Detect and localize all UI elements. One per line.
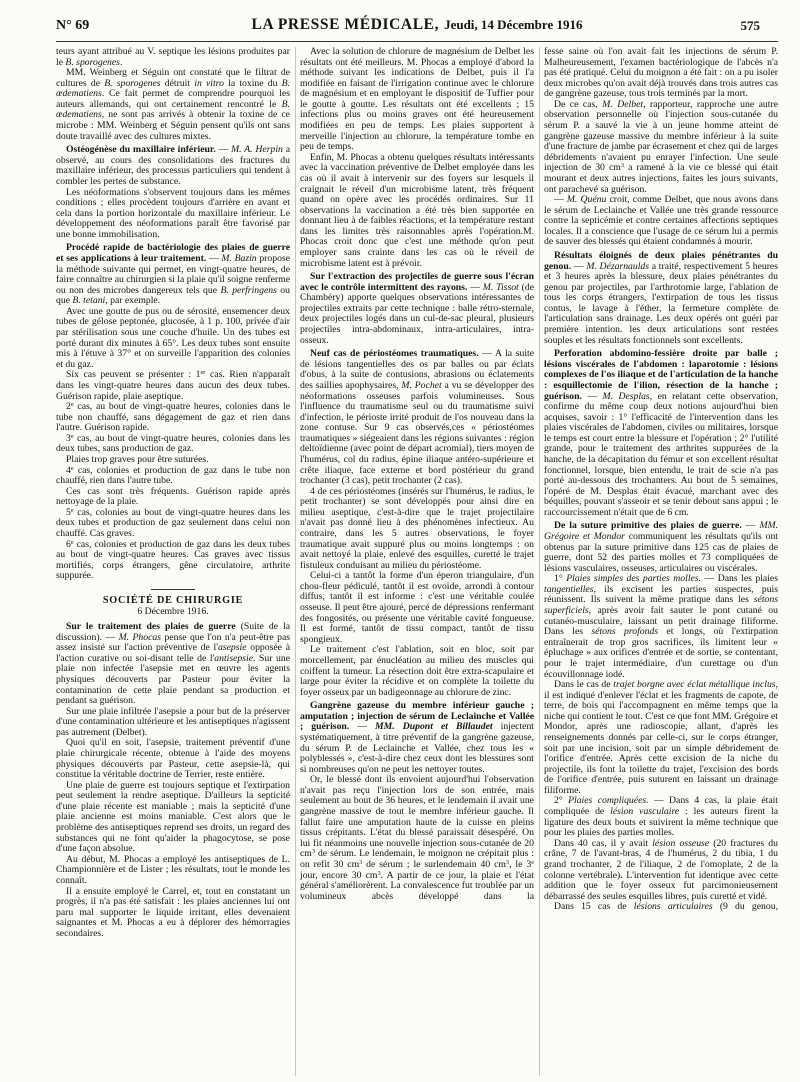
- emphasis-text: Plaies compliquées.: [568, 795, 649, 807]
- emphasis-text: tangentielles: [544, 583, 594, 595]
- article-heading: Ostéogénèse du maxillaire inférieur.: [66, 144, 216, 156]
- emphasis-text: B. œdematiens: [56, 98, 290, 121]
- text-run: 6: [66, 538, 71, 550]
- paragraph: [56, 402, 290, 434]
- superscript: 3: [377, 869, 381, 877]
- text-run: —: [554, 194, 567, 206]
- text-run: détruit: [160, 77, 195, 89]
- text-run: . Sur une plaie non infectée l'asepsie met en œuvre les agents physiques découverts par Pasteur pour éviter la contamination de cette plaie pendant sa production et pendant sa guérison.: [56, 652, 290, 707]
- paragraph: [56, 508, 290, 540]
- section-date: 6 Décembre 1916.: [137, 606, 209, 618]
- text-run: Avec une goutte de pus ou de sérosité, ensemencer deux tubes de gélose peptonée, glucosée, à 1 p. 100, privée d'air par stérilisation sous une couche d'huile. Un des tubes est porté durant dix minutes à 65°. Les deux tubes sont ensuite mis à l'étuve à 37° et on surveille l'apparition des colonies et du gaz.: [56, 305, 290, 370]
- article-paragraph: [544, 521, 778, 574]
- superscript: 3: [359, 859, 363, 867]
- paragraph: [544, 100, 778, 195]
- text-run: pense que l'on n'a peut-être pas assez insisté sur l'action préventive de l': [56, 631, 290, 654]
- text-run: communiquent les résultats qu'ils ont obtenus par la suture primitive dans 125 cas de plaies de guerre, dont 52 des parties molles et 73 compliquées de lésions vasculaires, osseuses, articulaires ou viscérales.: [544, 531, 778, 574]
- paragraph: [544, 195, 778, 248]
- emphasis-text: M. Dézarnaulds: [586, 260, 650, 272]
- text-run: Dans 15 cas de: [554, 901, 634, 913]
- text-run: , rapporteur, rapproche une autre observation personnelle où l'injection sous-cutanée du sérum P. a sauvé la vie à un jeune homme atteint de gangrène gazeuse massive du membre inférieur à la suite d'une fracture de jambe par écrasement et chez qui de larges débridements n'avaient pu enrayer l'infection. Une seule injection de 30 cm: [544, 98, 778, 174]
- emphasis-text: M. Tissot: [482, 281, 519, 293]
- paragraph: [56, 47, 290, 68]
- emphasis-text: asepsie: [217, 642, 247, 654]
- section-rule: [151, 589, 195, 590]
- text-run: , il est indiqué d'enlever l'éclat et les fragments de capote, de terre, de bois qui l'accompagnent en même temps que la niche qui contient le tout. C'est ce que font MM. Grégoire et Mondor, après une radioscopie, allant, d'après les renseignements donnés par celle-ci, sur le corps étranger, soit par une incision, soit par un simple débridement de l'orifice d'entrée. Après cette excision de la niche du projectile, ils font la toilette du trajet, l'excision des bords de l'orifice d'entrée, puis suturent en laissant un drainage filiforme.: [544, 679, 778, 796]
- emphasis-text: in vitro: [194, 77, 224, 89]
- column-divider: [295, 47, 296, 1076]
- paragraph: [544, 902, 778, 913]
- superscript: e: [70, 401, 74, 409]
- text-run: Plaies trop graves pour être suturées.: [66, 453, 209, 465]
- text-run: Six cas peuvent se présenter : 1: [66, 369, 201, 381]
- emphasis-text: M. Bazin: [221, 252, 257, 264]
- text-run: injectent systématiquement, à titre préventif de la gangrène gazeuse, du sérum P. de Leclainche et Vallée, chez tous les « polyblessés », c'est-à-dire chez ceux dont les blessures sont si nombreuses qu'on ne peut les nettoyer toutes.: [300, 721, 534, 775]
- text-run: 3: [66, 432, 71, 444]
- text-run: Une plaie de guerre est toujours septique et l'extirpation peut seulement la rendre aseptique. D'ailleurs la septicité d'une plaie récente est maniable ; mais la septicité d'une plaie ancienne est moins maniable. C'est alors que le problème des antiseptiques reprend ses droits, un regard des substances qui ne font qu'aider la phagocytose, se pose d'une façon absolue.: [56, 779, 290, 855]
- text-run: — A la suite de lésions tangentielles des os par balles ou par éclats d'obus, à la suite de contusions, abrasions ou éclatements des saillies apophysaires,: [300, 348, 534, 391]
- text-run: a traité, respectivement 5 heures et 3 heures après la blessure, deux plaies pénétrantes du genou par projectiles, par l'arthrotomie large, l'ablation de tous les corps étrangers, l'extirpation de tous les tissus contus, le lavage à l'éther, la fermeture complète de l'articulation sans drainage. Les deux opérés ont guéri par première intention. les deux articulations sont restées souples et les résultats fonctionnels sont excellents.: [544, 260, 778, 346]
- issue-date: Jeudi, 14 Décembre 1916: [444, 17, 583, 32]
- paragraph: [56, 855, 290, 887]
- paragraph: [544, 574, 778, 680]
- text-run: — Dans 4 cas, la plaie était compliquée de: [544, 795, 778, 818]
- paragraph: [56, 68, 290, 142]
- emphasis-text: sétons superficiels: [544, 594, 778, 617]
- paragraph: [56, 188, 290, 241]
- text-run: Celui-ci a tantôt la forme d'un éperon triangulaire, d'un chou-fleur pédiculé, tantôt il est ovoïde, arrondi à contour diffus, tantôt il est informe : c'est une véritable coulée osseuse. Il peut être ajouré, percé de dépressions renfermant des fongosités, ou présente une véritable cavité fongueuse. Il est formé, tantôt de tissu compact, tantôt de tissu spongieux.: [300, 570, 534, 645]
- superscript: er: [200, 369, 206, 377]
- column-left: [56, 47, 290, 1076]
- journal-title: LA PRESSE MÉDICALE,: [251, 16, 440, 33]
- text-run: la toxine du: [223, 77, 282, 89]
- superscript: 3: [620, 162, 624, 170]
- emphasis-text: lésion osseuse: [652, 837, 710, 849]
- text-run: —: [467, 281, 483, 293]
- text-run: , après avoir fait sauter le pont cutané ou cutanéo-musculaire, laissant un petit drainage filiforme. Dans les: [544, 605, 778, 638]
- text-run: , ne sont pas arrivés à obtenir la toxine de ce microbe : MM. Weinberg et Séguin pensent qu'ils ont sans doute travaillé avec des cultures mixtes.: [56, 109, 290, 142]
- text-run: De ce cas,: [554, 98, 603, 110]
- emphasis-text: B. tetani: [72, 295, 106, 307]
- text-run: . A partir de ce jour, la plaie et l'état général s'améliorèrent. La convalescence fut troublée par un volumineux abcès développé dans la: [300, 869, 534, 902]
- masthead: [116, 16, 718, 34]
- text-run: Dans le cas de: [554, 679, 614, 691]
- paragraph: [56, 370, 290, 402]
- author-names: MM. Dupont et Billaudet: [375, 721, 493, 733]
- article-heading: Neuf cas de périostéomes traumatiques.: [310, 348, 479, 360]
- article-heading: Procédé rapide de bactériologie des plaies de guerre et ses applications à leur traitement.: [56, 242, 290, 264]
- emphasis-text: antisepsie: [214, 652, 254, 664]
- emphasis-text: B. sporogenes: [104, 77, 161, 89]
- text-run: (9 du genou,: [712, 901, 778, 913]
- text-run: cas, colonies au bout de vingt-quatre heures dans les deux tubes et production de gaz seulement dans celui non chauffé. Cas graves.: [56, 506, 290, 540]
- text-run: —: [571, 260, 587, 272]
- text-run: 2: [66, 401, 71, 413]
- text-run: cas, au bout de vingt-quatre heures, colonies dans les deux tubes, sans production de gaz.: [56, 432, 290, 455]
- text-run: , ils excisent les parties suspectes, puis réunissent. Ils suivent la même pratique dans les: [544, 583, 778, 606]
- paragraph: [56, 781, 290, 855]
- text-run: Enfin, M. Phocas a obtenu quelques résultats intéressants avec la vaccination préventive de Delbet employée dans les cas où il avait à intervenir sur des foyers sur lesquels il craignait le réveil d'un microbisme latent, très fréquent quand on opère avec les procédés ordinaires. Sur 11 observations la vaccination a été très bien supportée en donnant lieu à de faibles réactions, et la température restant dans les limites très raisonnables après l'opération.M. Phocas croit donc que c'est une méthode qu'on peut employer sans crainte dans les cas où le réveil de microbisme latent est à prévoir.: [300, 151, 534, 269]
- paragraph: [300, 153, 534, 269]
- text-run: et longs, où l'extirpation entraînerait de trop gros sacrifices, ils limitent leur « épluchage » aux orifices d'entrée et de sortie, se contentant, pour le trajet intermédiaire, d'un curettage ou d'un écouvillonnage iodé.: [544, 626, 778, 680]
- text-run: —: [206, 252, 222, 264]
- page-header: [56, 14, 778, 38]
- superscript: e: [70, 538, 74, 546]
- header-rule: [56, 41, 778, 42]
- text-run: , en relatant cette observation, confirme du même coup deux notions aujourd'hui bien acquises, savoir : 1° l'efficacité de l'intervention dans les plaies viscérales de l'abdomen, civiles ou militaires, lorsque le temps est court entre la blessure et l'opération ; 2° l'utilité grande, pour le traitement des arthrites suppurées de la hanche, de la décapitation du fémur et son excellent résultat fonctionnel, lorsque, bien entendu, le trait de scie n'a pas porté au-dessous des trochanters. Au bout de 5 semaines, l'opéré de M. Desplas était évacué, marchant avec des béquilles, pouvant s'asseoir et se tenir debout sans appui ; le raccourcissement n'était que de 6 cm.: [544, 390, 778, 518]
- article-paragraph: [300, 701, 534, 775]
- text-run: cas, colonies et production de gaz dans le tube non chauffé, rien dans l'autre tube.: [56, 464, 290, 487]
- article-heading: De la suture primitive des plaies de guerre.: [554, 520, 742, 532]
- paragraph: [300, 775, 534, 902]
- emphasis-text: M. Desplas: [602, 390, 650, 402]
- emphasis-text: lésions articulaires: [633, 901, 713, 913]
- paragraph: [300, 571, 534, 645]
- paragraph: [300, 47, 534, 153]
- text-run: opposée à l'action curative ou soi-disant telle de l': [56, 642, 290, 664]
- page-number: 575: [740, 18, 760, 33]
- text-run: ou que: [56, 284, 290, 307]
- article-paragraph: [544, 349, 778, 518]
- text-run: Il a ensuite employé le Carrel, et, tout en constatant un progrès, il n'a pas été satisfait : les plaies anciennes lui ont paru mal supporter le liquide irritant, elles devenaient saignantes et M. Phocas a eu à déplorer des hémorragies secondaires.: [56, 885, 290, 939]
- emphasis-text: M. Pochet: [401, 379, 442, 391]
- text-run: (Suite de la discussion). —: [56, 621, 290, 643]
- text-run: — Dans les plaies: [701, 573, 778, 585]
- paragraph: [56, 887, 290, 940]
- superscript: 3: [505, 859, 510, 867]
- text-run: fesse saine où l'on avait fait les injections de sérum P. Malheureusement, l'examen bactériologique de l'abcès n'a pas été pratiqué. Celui du moignon a été fait : on a pu isoler deux microbes qu'on avait déjà trouvés dans trois autres cas de gangrène gazeuse, tous trois terminés par la mort.: [544, 47, 778, 100]
- text-run: Le traitement c'est l'ablation, soit en bloc, soit par morcellement, par énucléation au milieu des muscles qui coiffent la tumeur. La résection doit être extra-scapulaire et large pour éviter la récidive et on complète la toilette du foyer osseux par un badigeonnage au chlorure de zinc.: [300, 644, 534, 698]
- column-middle: [300, 47, 534, 1076]
- article-heading: Perforation abdomino-fessière droite par balle ; lésions viscérales de l'abdomen : laparotomie : lésions complexes de l'os iliaque et de l'articulation de la hanche : esquillectomie de l'ilion, résection de la hanche ; guérison.: [544, 348, 778, 402]
- text-run: , par exemple.: [105, 295, 161, 307]
- article-paragraph: [56, 145, 290, 187]
- text-run: cas, colonies et production de gaz dans les deux tubes au bout de vingt-quatre heures. Cas graves avec tissus mortifiés, corps étrangers, gêne circulatoire, arthrite suppurée.: [56, 538, 290, 582]
- column-divider: [539, 47, 540, 1076]
- superscript: e: [70, 432, 74, 440]
- emphasis-text: M. Quénu: [566, 194, 607, 206]
- text-run: 5: [66, 506, 71, 518]
- section-title: SOCIÉTÉ DE CHIRURGIE: [102, 594, 244, 606]
- paragraph: [544, 839, 778, 902]
- paragraph: [544, 796, 778, 838]
- text-run: . Ce fait permet de comprendre pourquoi les auteurs allemands, qui ont certainement rencontré le: [56, 88, 290, 110]
- emphasis-text: Plaies simples des parties molles.: [566, 573, 702, 585]
- text-run: : les auteurs firent la ligature des deux bouts et suivirent la même technique que pour les plaies des parties molles.: [544, 806, 778, 839]
- emphasis-text: trajet borgne avec éclat métallique inclus: [613, 679, 776, 691]
- text-run: Quoi qu'il en soit, l'asepsie, traitement préventif d'une plaie chirurgicale récente, obtenue à l'aide des moyens physiques découverts par Pasteur, cette asepsie-là, qui constitue la véritable doctrine de Terrier, reste entière.: [56, 737, 290, 781]
- paragraph: [544, 680, 778, 796]
- text-run: cas, au bout de vingt-quatre heures, colonies dans le tube non chauffé, sans dégagement de gaz et rien dans l'autre. Guérison rapide.: [56, 401, 290, 434]
- text-run: —: [215, 144, 232, 156]
- text-run: croit, comme Delbet, que nous avons dans le sérum de Leclainche et Vallée une très grande ressource contre la septicémie et contre certaines affections septiques locales. Il a conscience que l'usage de ce sérum lui a permis de sauver des blessés qui étaient condamnés à mourir.: [544, 194, 778, 248]
- paragraph: [300, 487, 534, 572]
- column-right: [544, 47, 778, 1076]
- emphasis-text: sétons profonds: [591, 626, 659, 638]
- emphasis-text: M. Phocas: [118, 631, 162, 643]
- text-run: teurs ayant attribué au V. septique les lésions produites par le: [56, 47, 290, 68]
- text-run: de sérum. Le lendemain, le moignon ne crépitait plus : on refit 30 cm: [300, 848, 534, 870]
- text-run: Au début, M. Phocas a employé les antiseptiques de L. Championnière et de Lister ; les résultats, tout le monde les connaît.: [56, 853, 290, 886]
- paragraph: [56, 466, 290, 487]
- text-run: 1°: [554, 573, 567, 585]
- article-paragraph: [544, 251, 778, 346]
- emphasis-text: M. Delbet: [602, 98, 644, 110]
- article-paragraph: [300, 272, 534, 346]
- text-run: Sur une plaie infiltrée l'asepsie a pour but de la préserver d'une contamination ultérieure et les antiseptiques n'agissent pas autrement (Delbet).: [56, 705, 290, 738]
- text-run: Or, le blessé dont ils envoient aujourd'hui l'observation n'avait pas reçu l'injection lors de son entrée, mais seulement au bout de 36 heures, et le lendemain il avait une gangrène massive de tout le membre inférieur gauche. Il fallut faire une amputation haute de la cuisse en pleins tissus crépitants. L'état du blessé paraissait désespéré. On lui fit néanmoins une nouvelle injection sous-cutanée de 20 cm: [300, 774, 534, 860]
- text-run: Ces cas sont très fréquents. Guérison rapide après nettoyage de la plaie.: [56, 485, 290, 508]
- emphasis-text: M. A. Herpin: [231, 144, 283, 156]
- text-run: —: [581, 390, 603, 402]
- text-run: 2°: [554, 795, 569, 807]
- text-run: jour, encore 30 cm: [300, 869, 378, 881]
- text-run: —: [349, 721, 376, 733]
- text-run: Les néoformations s'observent toujours dans les mêmes conditions ; elles procèdent toujours d'arrière en avant et cela dans la portion horizontale du maxillaire inférieur. Le développement des néoformations paraît être favorisé par une bonne immobilisation.: [56, 186, 290, 240]
- paragraph: [544, 47, 778, 100]
- emphasis-text: lésion vasculaire: [610, 806, 680, 818]
- article-paragraph: [300, 349, 534, 487]
- emphasis-text: MM. Grégoire et Mondor: [544, 520, 778, 543]
- paragraph: [300, 645, 534, 698]
- article-heading: Résultats éloignés de deux plaies pénétrantes du genou.: [544, 249, 778, 272]
- text-run: propose la méthode suivante qui permet, en vingt-quatre heures, de faire connaître au chirurgien si la plaie qu'il soigne renferme ou non des microbes dangereux tels que: [56, 252, 290, 296]
- text-run: 4: [66, 464, 71, 476]
- paragraph: [56, 540, 290, 582]
- text-run: 4 de ces périostéomes (insérés sur l'humérus, le radius, le petit trochanter) se sont développés pour ainsi dire en milieu aseptique, c'est-à-dire que le trajet projectilaire n'avait pas donné lieu à des phénomènes infectieux. Au contraire, dans les 5 autres observations, le foyer traumatique avait suppuré plus ou moins longtemps : on avait nettoyé la plaie, enlevé des esquilles, curetté le trajet fistuleux conduisant au milieu du périostéome.: [300, 485, 534, 571]
- paragraph: [56, 487, 290, 508]
- superscript: e: [70, 507, 74, 515]
- emphasis-text: B. perfringens: [220, 284, 277, 296]
- text-run: —: [741, 520, 760, 532]
- article-heading: Gangrène gazeuse du membre inférieur gauche ; amputation ; injection de sérum de Leclainche et Vallée ; guérison.: [300, 700, 534, 733]
- text-run: .: [119, 56, 123, 68]
- text-run: MM. Weinberg et Séguin ont constaté que le filtrat de cultures de: [56, 67, 290, 89]
- text-run: (de Chambéry) apporte quelques observations intéressantes de projectiles extraits par cette technique : balle rétro-sternale, deux projectiles logés dans un cul-de-sac pleural, plusieurs projectiles intra-abdominaux, intra-articulaires, intra-osseux.: [300, 281, 534, 346]
- superscript: e: [70, 464, 74, 472]
- paragraph: [56, 434, 290, 455]
- paragraph: [56, 307, 290, 370]
- text-run: Dans 40 cas, il y avait: [554, 837, 653, 849]
- article-paragraph: [56, 622, 290, 707]
- article-paragraph: [56, 243, 290, 306]
- article-heading: Sur l'extraction des projectiles de guerre sous l'écran avec le contrôle intermittent des rayons.: [300, 271, 534, 293]
- superscript: e: [531, 859, 534, 867]
- emphasis-text: B. œdematiens: [56, 77, 290, 100]
- emphasis-text: B. sporogenes: [65, 56, 120, 68]
- issue-number: N° 69: [56, 18, 90, 33]
- text-run: (20 fractures du crâne, 7 de l'avant-bras, 4 de l'humérus, 2 du tibia, 1 du grand trochanter, 2 de l'iliaque, 2 de l'omoplate, 2 de la colonne vertébrale). L'intervention fut identique avec cette addition que le foyer osseux fut parcimonieusement débarrassé des seules esquilles libres, puis curetté et vidé.: [544, 837, 778, 902]
- paragraph: [56, 707, 290, 739]
- text-run: de sérum ; le surlendemain 40 cm: [362, 858, 506, 870]
- text-run: Avec la solution de chlorure de magnésium de Delbet les résultats ont été meilleurs. M. Phocas a employé d'abord la méthode suivant les indications de Delbet, puis il l'a modifiée en faisant de l'irrigation continue avec le chlorure de magnésium et en employant le dispositif de Tuffier pour le goutte à goutte. Les résultats ont été excellents ; 15 infections plus ou moins graves ont été heureusement modifiées en peu de temps. Les plaies supportent à merveille l'injection au chlorure, la température tombe en peu de temps.: [300, 47, 534, 153]
- article-heading: Sur le traitement des plaies de guerre: [66, 621, 236, 633]
- text-run: a observé, au cours des consolidations des fractures du maxillaire inférieur, des processus particuliers qui tendent à combler les pertes de substance.: [56, 144, 290, 187]
- text-run: cas. Rien n'apparaît dans les vingt-quatre heures dans aucun des deux tubes. Guérison rapide, plaie aseptique.: [56, 369, 290, 402]
- superscript: 3: [311, 848, 315, 856]
- text-run: a ramené à la vie ce blessé qui était mourant et deux autres injections, faites les jours suivants, ont parachevé sa guérison.: [544, 162, 778, 195]
- paragraph: [56, 738, 290, 780]
- text-run: a vu se développer des néoformations osseuses parfois volumineuses. Sous l'influence du traumatisme seul ou du traumatisme suivi d'infection, le périoste irrité produit de l'os nouveau dans la zone contuse. Sur 9 cas observés,ces « périostéomes traumatiques » siégeaient dans les régions suivantes : région deltoïdienne (avec point de départ acromial), tiers moyen de l'humérus, col du radius, épine iliaque antéro-supérieure et crête iliaque, face externe et bord postérieur du grand trochanter (3 cas), petit trochanter (2 cas).: [300, 379, 534, 487]
- text-run: , le 3: [509, 858, 532, 870]
